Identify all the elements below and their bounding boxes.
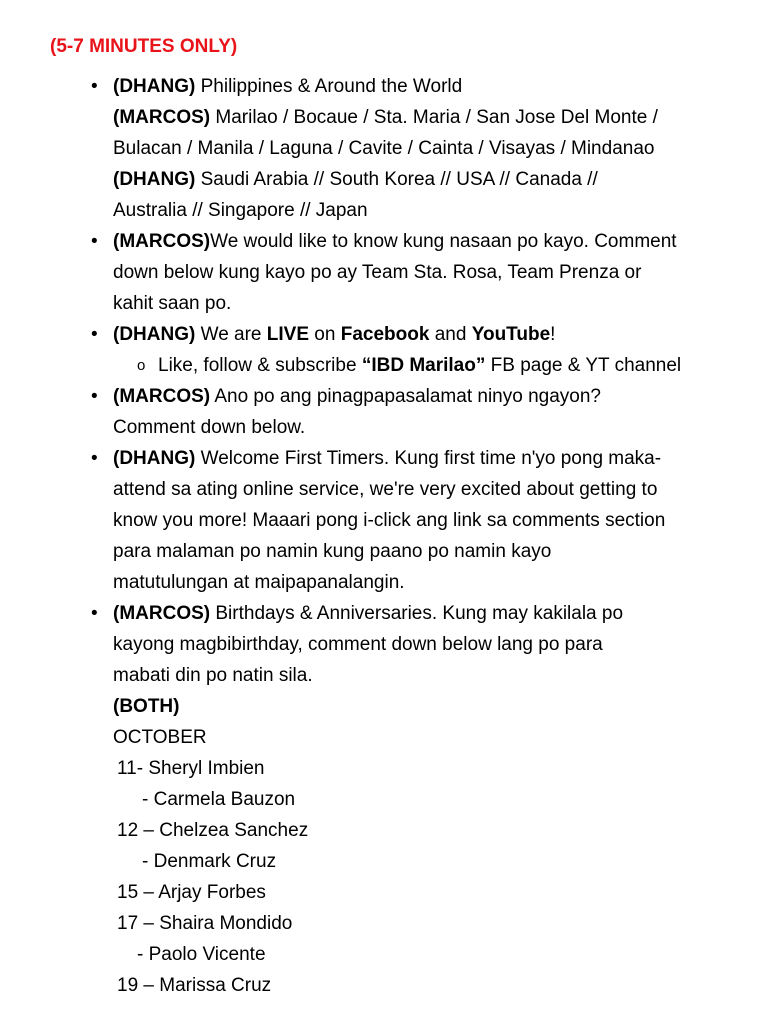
script-list (0, 71, 760, 1001)
speaker-label: (DHANG) (113, 324, 196, 345)
list-item-thanksgiving (0, 381, 760, 443)
section-heading: (5-7 MINUTES ONLY) (50, 36, 238, 57)
text-line: Bulacan / Manila / Laguna / Cavite / Cainta / Visayas / Mindanao (113, 138, 655, 159)
text-span: Marilao / Bocaue / Sta. Maria / San Jose Del Monte / (210, 107, 658, 128)
text-line: know you more! Maaari pong i-click ang link sa comments section (113, 510, 666, 531)
text-span: Like, follow & subscribe (158, 355, 362, 376)
text-span: Saudi Arabia // South Korea // USA // Canada // (195, 169, 598, 190)
bullet-icon: • (91, 231, 98, 252)
text-span: We are (195, 324, 267, 345)
text-line: Comment down below. (113, 417, 306, 438)
both-speaker-label: (BOTH) (113, 696, 180, 717)
text-line: mabati din po natin sila. (113, 665, 313, 686)
bullet-icon: • (91, 603, 98, 624)
text-span: FB page & YT channel (485, 355, 682, 376)
birthday-entry: - Carmela Bauzon (142, 789, 296, 810)
text-line (113, 164, 760, 195)
page-name-label: “IBD Marilao” (361, 355, 486, 376)
text-line: down below kung kayo po ay Team Sta. Rosa, Team Prenza or (113, 262, 642, 283)
text-line: kayong magbibirthday, comment down below lang po para (113, 634, 603, 655)
text-span: ! (550, 324, 556, 345)
text-line: attend sa ating online service, we're very excited about getting to (113, 479, 658, 500)
speaker-label: (MARCOS) (113, 603, 211, 624)
bullet-icon: • (91, 448, 98, 469)
text-span: We would like to know kung nasaan po kayo. Comment (210, 231, 677, 252)
list-item-live (0, 319, 760, 350)
birthday-entry: 12 – Chelzea Sanchez (117, 820, 309, 841)
speaker-label: (MARCOS) (113, 107, 211, 128)
youtube-label: YouTube (471, 324, 551, 345)
text-span: and (429, 324, 472, 345)
sub-item-subscribe (0, 350, 760, 381)
speaker-label: (DHANG) (113, 76, 196, 97)
birthday-entry: - Paolo Vicente (137, 944, 266, 965)
birthday-entry: 19 – Marissa Cruz (117, 975, 272, 996)
text-line: para malaman po namin kung paano po namin kayo (113, 541, 552, 562)
speaker-label: (DHANG) (113, 169, 196, 190)
list-item-locations (0, 71, 760, 226)
birthday-entry: 15 – Arjay Forbes (117, 882, 266, 903)
text-line: kahit saan po. (113, 293, 232, 314)
text-line (113, 102, 760, 133)
text-span: Welcome First Timers. Kung first time n'yo pong maka- (195, 448, 662, 469)
bullet-icon: • (91, 76, 98, 97)
text-line: Australia // Singapore // Japan (113, 200, 368, 221)
speaker-label: (MARCOS) (113, 231, 211, 252)
facebook-label: Facebook (340, 324, 430, 345)
text-span: Ano po ang pinagpapasalamat ninyo ngayon? (210, 386, 601, 407)
list-item-first-timers (0, 443, 760, 598)
text-line: matutulungan at maipapanalangin. (113, 572, 405, 593)
list-item-birthdays (0, 598, 760, 1001)
bullet-icon: • (91, 386, 98, 407)
birthday-entry: - Denmark Cruz (142, 851, 277, 872)
text-line (113, 71, 760, 102)
bullet-icon: • (91, 324, 98, 345)
text-line (113, 381, 760, 412)
text-line (113, 319, 760, 350)
speaker-label: (MARCOS) (113, 386, 211, 407)
text-span: on (309, 324, 341, 345)
speaker-label: (DHANG) (113, 448, 196, 469)
list-item-where-are-you (0, 226, 760, 319)
text-span: Philippines & Around the World (195, 76, 463, 97)
month-label: OCTOBER (113, 727, 207, 748)
birthday-entry: 11- Sheryl Imbien (117, 758, 265, 779)
text-line (113, 598, 760, 629)
text-line (113, 443, 760, 474)
text-line (113, 226, 760, 257)
live-label: LIVE (266, 324, 310, 345)
birthday-entry: 17 – Shaira Mondido (117, 913, 293, 934)
text-span: Birthdays & Anniversaries. Kung may kakilala po (210, 603, 624, 624)
text-line (158, 350, 760, 381)
circle-bullet-icon: o (137, 357, 146, 374)
